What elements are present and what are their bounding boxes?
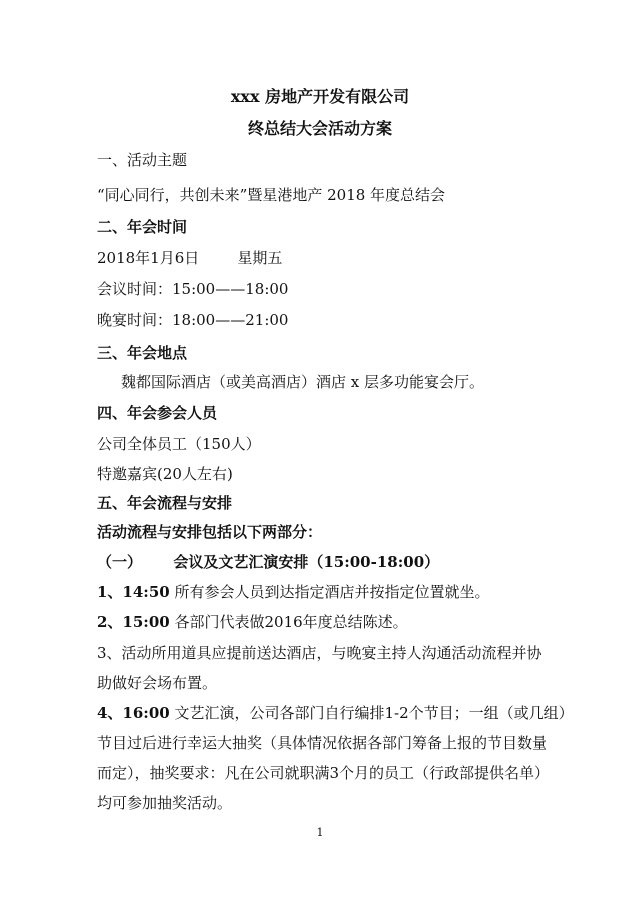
list-item-2-time: 2、15:00 — [97, 613, 170, 631]
section4-guests: 特邀嘉宾(20人左右) — [97, 465, 233, 483]
list-item-4-line-4: 均可参加抽奖活动。 — [97, 794, 233, 812]
list-item-2 — [97, 612, 408, 632]
document-title: xxx 房地产开发有限公司 — [230, 87, 410, 106]
list-item-2-text: 各部门代表做2016年度总结陈述。 — [169, 613, 408, 631]
list-item-4-line-2: 节目过后进行幸运大抽奖（具体情况依据各部门筹备上报的节目数量 — [97, 734, 548, 752]
list-item-1 — [97, 582, 490, 602]
list-item-1-time: 1、14:50 — [97, 583, 170, 601]
list-item-3-line-1: 3、活动所用道具应提前送达酒店，与晚宴主持人沟通活动流程并协 — [97, 644, 542, 662]
document-subtitle: 终总结大会活动方案 — [247, 119, 392, 138]
list-item-4-line-1 — [97, 703, 574, 723]
section1-text: “同心同行，共创未来”暨星港地产 2018 年度总结会 — [97, 186, 446, 204]
section3-text: 魏都国际酒店（或美高酒店）酒店 x 层多功能宴会厅。 — [121, 373, 484, 391]
section4-heading: 四、年会参会人员 — [97, 404, 218, 422]
section1-heading: 一、活动主题 — [97, 151, 188, 169]
section5-heading: 五、年会流程与安排 — [97, 494, 233, 512]
list-item-4-text: 文艺汇演，公司各部门自行编排1-2个节目；一组（或几组） — [169, 704, 574, 722]
section2-meeting-time: 会议时间：15:00——18:00 — [97, 280, 289, 298]
list-item-4-line-3: 而定），抽奖要求：凡在公司就职满3个月的员工（行政部提供名单） — [97, 764, 550, 782]
page-number: 1 — [316, 826, 324, 839]
section5-intro: 活动流程与安排包括以下两部分： — [97, 523, 323, 541]
list-item-3-line-2: 助做好会场布置。 — [97, 674, 218, 692]
section3-heading: 三、年会地点 — [97, 344, 188, 362]
list-item-4-time: 4、16:00 — [97, 704, 170, 722]
section2-dinner-time: 晚宴时间：18:00——21:00 — [97, 311, 289, 329]
list-item-1-text: 所有参会人员到达指定酒店并按指定位置就坐。 — [169, 583, 490, 601]
section4-staff: 公司全体员工（150人） — [97, 435, 261, 453]
section2-date: 2018年1月6日 星期五 — [97, 249, 283, 267]
section2-heading: 二、年会时间 — [97, 218, 188, 236]
section5-part1-heading: （一） 会议及文艺汇演安排（15:00-18:00） — [97, 553, 440, 571]
